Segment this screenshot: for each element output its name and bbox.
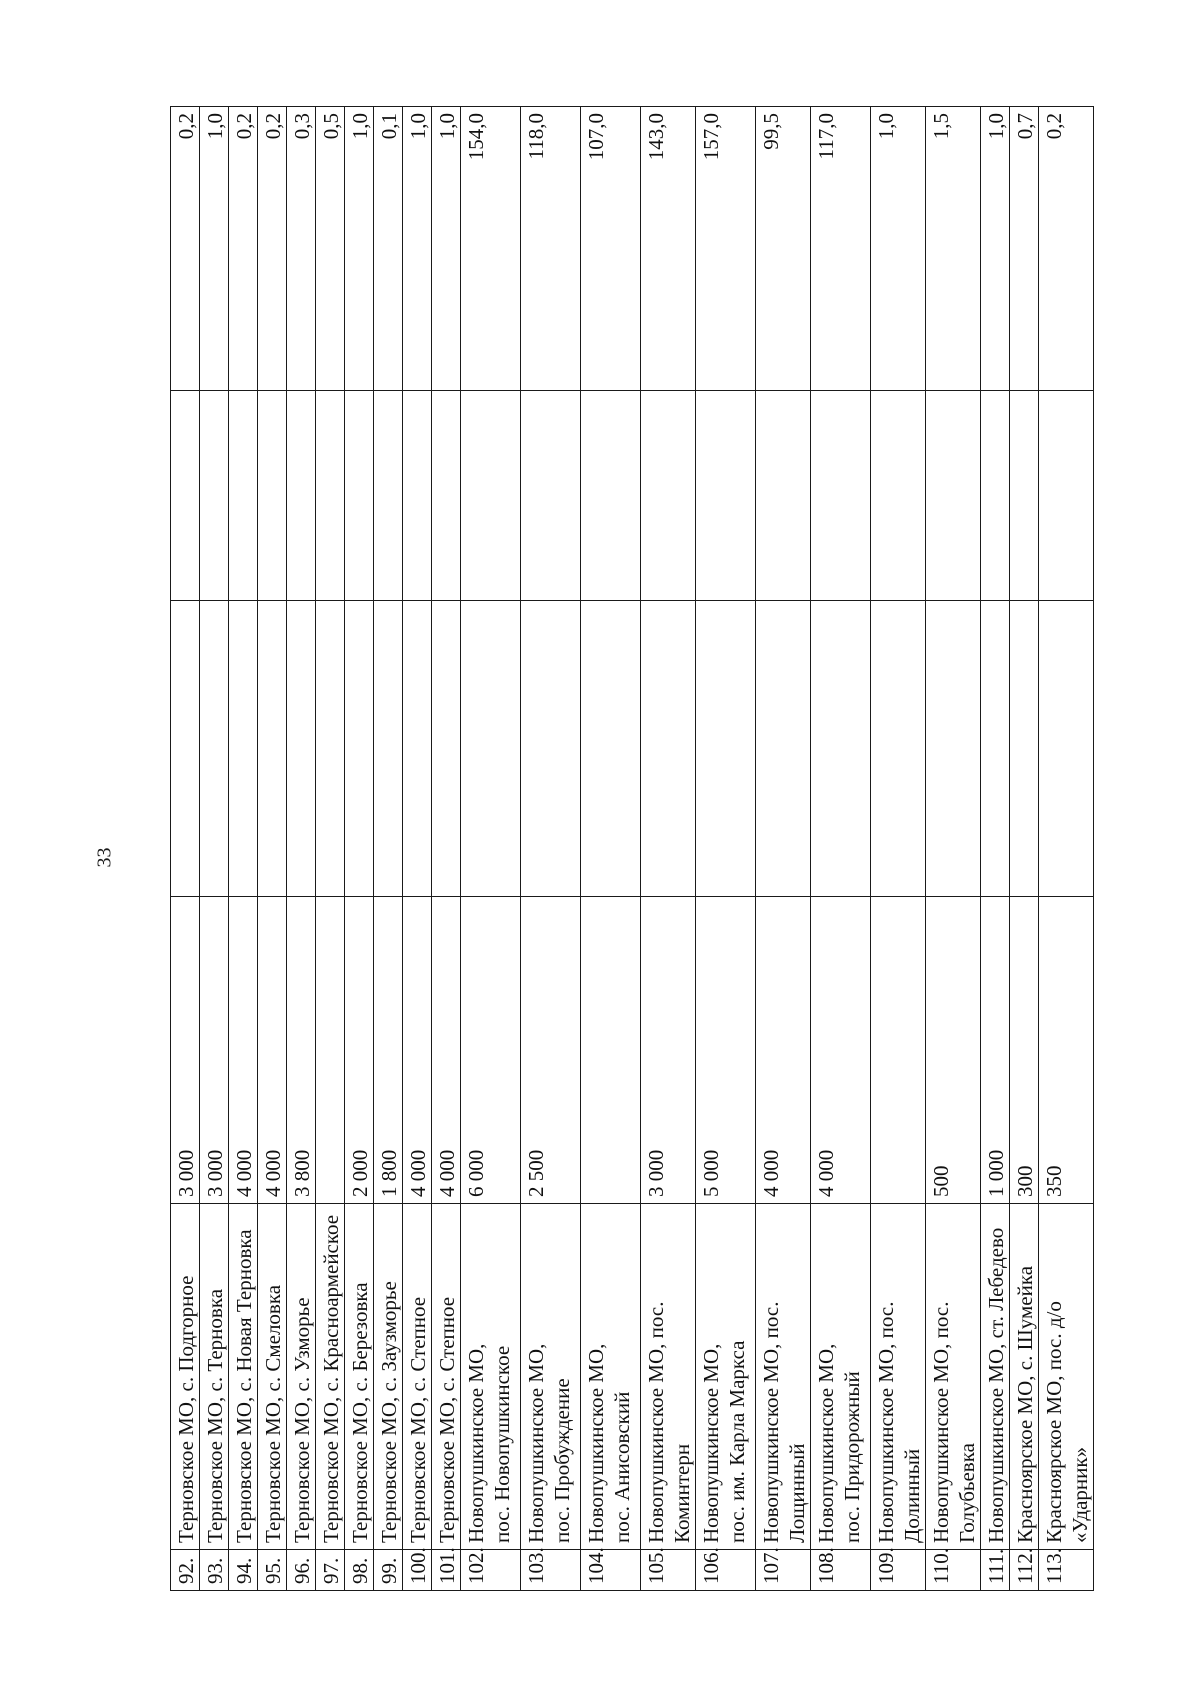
column-3-cell (403, 601, 432, 897)
row-number-cell: 94. (229, 1550, 258, 1591)
settlement-name-cell: Новопушкинское МО, пос. им. Карла Маркса (696, 1204, 756, 1550)
column-3-cell (871, 601, 926, 897)
column-4-cell (287, 391, 316, 601)
settlement-name-cell: Терновское МО, с. Подгорное (171, 1204, 200, 1550)
settlement-name-cell: Новопушкинское МО, пос. Голубьевка (926, 1204, 981, 1550)
column-3-cell (229, 601, 258, 897)
table-row (981, 107, 1010, 1591)
row-number-cell: 106. (696, 1550, 756, 1591)
column-4-cell (521, 391, 581, 601)
row-number-cell: 103. (521, 1550, 581, 1591)
column-4-cell (1010, 391, 1039, 601)
settlement-name-cell: Терновское МО, с. Степное (432, 1204, 461, 1550)
table-body (171, 107, 1094, 1591)
settlement-name-cell: Новопушкинское МО, пос. Придорожный (811, 1204, 871, 1550)
page-number: 33 (93, 847, 116, 868)
row-number-cell: 105. (641, 1550, 696, 1591)
table-row (229, 107, 258, 1591)
column-3-cell (171, 601, 200, 897)
column-4-cell (229, 391, 258, 601)
settlement-name-cell: Новопушкинское МО, пос. Долинный (871, 1204, 926, 1550)
column-3-cell (345, 601, 374, 897)
column-4-cell (581, 391, 641, 601)
value-cell: 0,5 (316, 107, 345, 391)
value-cell: 118,0 (521, 107, 581, 391)
table-row (461, 107, 521, 1591)
column-3-cell (811, 601, 871, 897)
population-cell: 4 000 (258, 897, 287, 1204)
table-row (374, 107, 403, 1591)
population-cell: 2 000 (345, 897, 374, 1204)
row-number-cell: 112. (1010, 1550, 1039, 1591)
column-3-cell (374, 601, 403, 897)
population-cell: 300 (1010, 897, 1039, 1204)
table-row (345, 107, 374, 1591)
column-4-cell (981, 391, 1010, 601)
value-cell: 0,3 (287, 107, 316, 391)
column-4-cell (926, 391, 981, 601)
column-3-cell (581, 601, 641, 897)
table-row (171, 107, 200, 1591)
value-cell: 0,1 (374, 107, 403, 391)
value-cell: 0,2 (1039, 107, 1094, 391)
table-row (432, 107, 461, 1591)
settlement-name-cell: Новопушкинское МО, пос. Пробуждение (521, 1204, 581, 1550)
column-3-cell (287, 601, 316, 897)
row-number-cell: 113. (1039, 1550, 1094, 1591)
column-4-cell (171, 391, 200, 601)
table-row (200, 107, 229, 1591)
population-cell (316, 897, 345, 1204)
column-4-cell (461, 391, 521, 601)
column-3-cell (926, 601, 981, 897)
row-number-cell: 93. (200, 1550, 229, 1591)
row-number-cell: 95. (258, 1550, 287, 1591)
row-number-cell: 100. (403, 1550, 432, 1591)
population-cell (871, 897, 926, 1204)
value-cell: 99,5 (756, 107, 811, 391)
row-number-cell: 98. (345, 1550, 374, 1591)
value-cell: 157,0 (696, 107, 756, 391)
settlement-name-cell: Новопушкинское МО, пос. Лощинный (756, 1204, 811, 1550)
column-3-cell (432, 601, 461, 897)
table-row (696, 107, 756, 1591)
population-cell (581, 897, 641, 1204)
settlement-name-cell: Терновское МО, с. Терновка (200, 1204, 229, 1550)
row-number-cell: 92. (171, 1550, 200, 1591)
value-cell: 0,7 (1010, 107, 1039, 391)
data-table (170, 106, 1094, 1591)
column-3-cell (461, 601, 521, 897)
population-cell: 1 000 (981, 897, 1010, 1204)
settlement-name-cell: Новопушкинское МО, пос. Новопушкинское (461, 1204, 521, 1550)
table-container (170, 107, 1092, 1591)
settlement-name-cell: Новопушкинское МО, пос. Анисовский (581, 1204, 641, 1550)
settlement-name-cell: Терновское МО, с. Березовка (345, 1204, 374, 1550)
table-row (1039, 107, 1094, 1591)
column-4-cell (403, 391, 432, 601)
table-row (403, 107, 432, 1591)
population-cell: 1 800 (374, 897, 403, 1204)
column-3-cell (641, 601, 696, 897)
table-row (521, 107, 581, 1591)
settlement-name-cell: Новопушкинское МО, пос. Коминтерн (641, 1204, 696, 1550)
value-cell: 0,2 (258, 107, 287, 391)
settlement-name-cell: Новопушкинское МО, ст. Лебедево (981, 1204, 1010, 1550)
column-4-cell (374, 391, 403, 601)
row-number-cell: 107. (756, 1550, 811, 1591)
row-number-cell: 110. (926, 1550, 981, 1591)
table-row (316, 107, 345, 1591)
settlement-name-cell: Красноярское МО, пос. д/о «Ударник» (1039, 1204, 1094, 1550)
column-3-cell (258, 601, 287, 897)
table-row (1010, 107, 1039, 1591)
population-cell: 4 000 (229, 897, 258, 1204)
settlement-name-cell: Терновское МО, с. Смеловка (258, 1204, 287, 1550)
row-number-cell: 108. (811, 1550, 871, 1591)
settlement-name-cell: Терновское МО, с. Степное (403, 1204, 432, 1550)
value-cell: 1,0 (981, 107, 1010, 391)
column-4-cell (345, 391, 374, 601)
row-number-cell: 99. (374, 1550, 403, 1591)
row-number-cell: 109. (871, 1550, 926, 1591)
column-4-cell (696, 391, 756, 601)
value-cell: 1,0 (200, 107, 229, 391)
table-row (581, 107, 641, 1591)
population-cell: 4 000 (432, 897, 461, 1204)
table-row (926, 107, 981, 1591)
row-number-cell: 104. (581, 1550, 641, 1591)
column-4-cell (200, 391, 229, 601)
column-3-cell (316, 601, 345, 897)
population-cell: 3 000 (171, 897, 200, 1204)
settlement-name-cell: Терновское МО, с. Новая Терновка (229, 1204, 258, 1550)
table-row (641, 107, 696, 1591)
settlement-name-cell: Красноярское МО, с. Шумейка (1010, 1204, 1039, 1550)
table-row (871, 107, 926, 1591)
population-cell: 6 000 (461, 897, 521, 1204)
table-row (258, 107, 287, 1591)
population-cell: 500 (926, 897, 981, 1204)
population-cell: 4 000 (403, 897, 432, 1204)
value-cell: 1,0 (871, 107, 926, 391)
table-row (756, 107, 811, 1591)
value-cell: 154,0 (461, 107, 521, 391)
value-cell: 1,0 (432, 107, 461, 391)
table-row (287, 107, 316, 1591)
column-4-cell (811, 391, 871, 601)
column-4-cell (432, 391, 461, 601)
value-cell: 0,2 (229, 107, 258, 391)
column-4-cell (316, 391, 345, 601)
row-number-cell: 97. (316, 1550, 345, 1591)
column-4-cell (641, 391, 696, 601)
column-3-cell (756, 601, 811, 897)
row-number-cell: 101. (432, 1550, 461, 1591)
table-row (811, 107, 871, 1591)
row-number-cell: 111. (981, 1550, 1010, 1591)
value-cell: 117,0 (811, 107, 871, 391)
row-number-cell: 102. (461, 1550, 521, 1591)
column-3-cell (200, 601, 229, 897)
value-cell: 1,5 (926, 107, 981, 391)
population-cell: 3 000 (641, 897, 696, 1204)
column-3-cell (981, 601, 1010, 897)
row-number-cell: 96. (287, 1550, 316, 1591)
population-cell: 3 800 (287, 897, 316, 1204)
population-cell: 350 (1039, 897, 1094, 1204)
column-3-cell (1010, 601, 1039, 897)
population-cell: 5 000 (696, 897, 756, 1204)
population-cell: 4 000 (811, 897, 871, 1204)
settlement-name-cell: Терновское МО, с. Узморье (287, 1204, 316, 1550)
column-4-cell (258, 391, 287, 601)
column-4-cell (871, 391, 926, 601)
column-3-cell (521, 601, 581, 897)
settlement-name-cell: Терновское МО, с. Красноармейское (316, 1204, 345, 1550)
value-cell: 0,2 (171, 107, 200, 391)
population-cell: 2 500 (521, 897, 581, 1204)
value-cell: 107,0 (581, 107, 641, 391)
column-3-cell (1039, 601, 1094, 897)
population-cell: 3 000 (200, 897, 229, 1204)
population-cell: 4 000 (756, 897, 811, 1204)
value-cell: 1,0 (403, 107, 432, 391)
value-cell: 1,0 (345, 107, 374, 391)
column-4-cell (756, 391, 811, 601)
column-4-cell (1039, 391, 1094, 601)
value-cell: 143,0 (641, 107, 696, 391)
column-3-cell (696, 601, 756, 897)
settlement-name-cell: Терновское МО, с. Заузморье (374, 1204, 403, 1550)
